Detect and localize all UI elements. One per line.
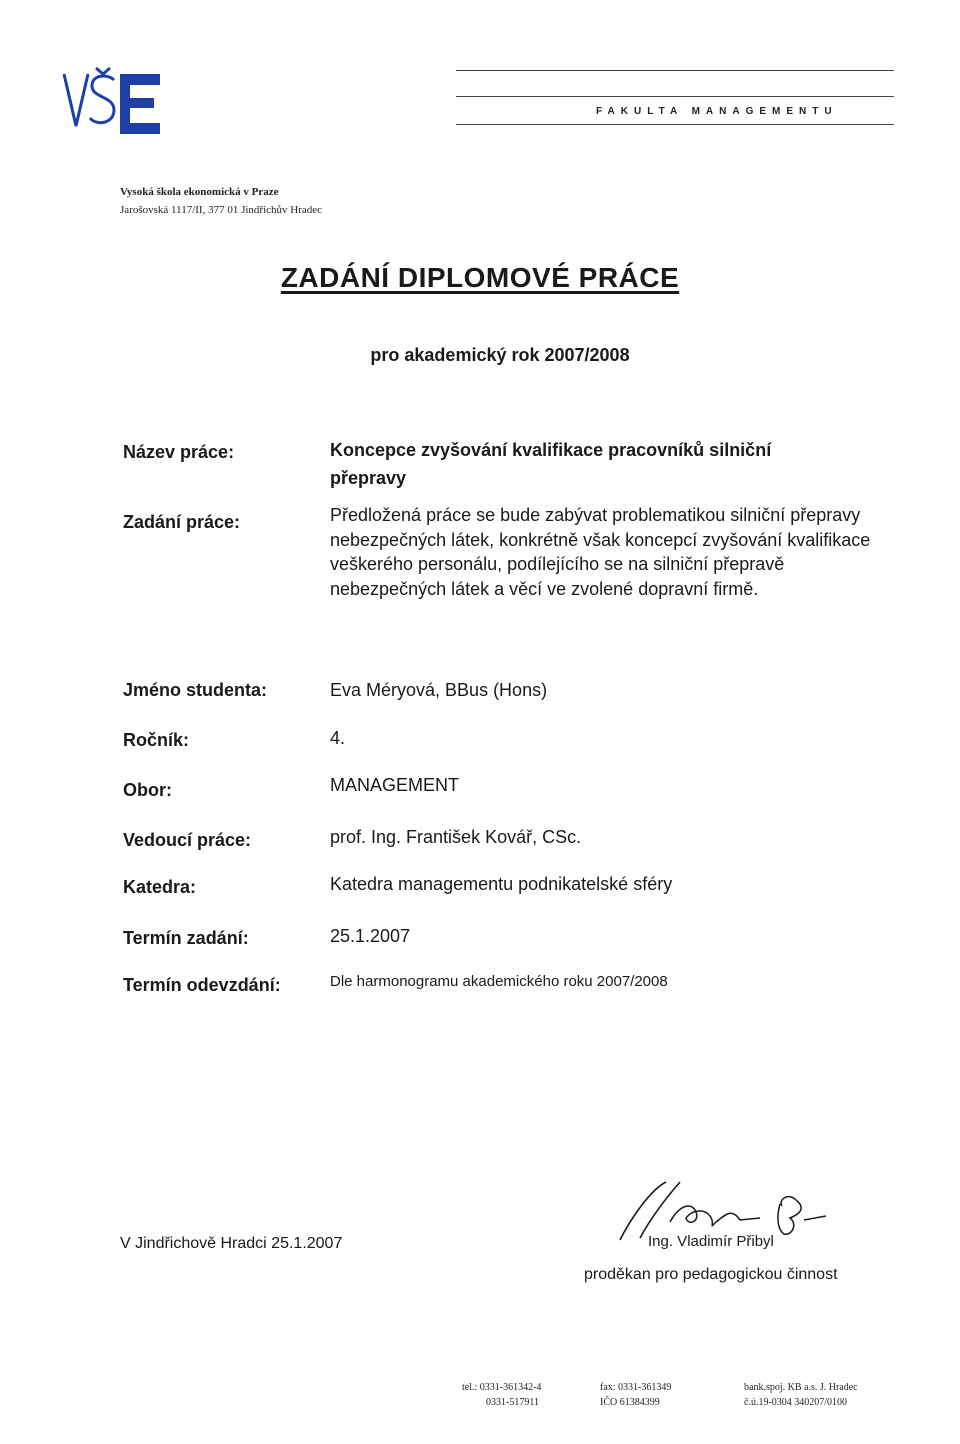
department-label: Katedra:: [123, 877, 197, 897]
contact-fax: [600, 1380, 671, 1410]
place-and-date: V Jindřichově Hradci 25.1.2007: [120, 1235, 343, 1252]
due-date-value: Dle harmonogramu akademického roku 2007/2008: [330, 973, 668, 990]
signatory-role: proděkan pro pedagogickou činnost: [584, 1266, 838, 1283]
assigned-date-label: Termín zadání:: [123, 928, 249, 948]
bank-line-2: č.ú.19-0304 340207/0100: [744, 1397, 848, 1408]
fax-line: fax: 0331-361349: [600, 1382, 672, 1393]
institution-address: Jarošovská 1117/II, 377 01 Jindřichův Hradec: [120, 204, 323, 216]
contact-phone: [462, 1380, 541, 1410]
thesis-title-label: Název práce:: [123, 442, 235, 462]
institution-block: [120, 183, 322, 219]
supervisor-label: Vedoucí práce:: [123, 830, 252, 850]
document-subtitle: pro akademický rok 2007/2008: [370, 345, 630, 365]
document-title: ZADÁNÍ DIPLOMOVÉ PRÁCE: [280, 262, 680, 293]
institution-name: Vysoká škola ekonomická v Praze: [120, 186, 279, 198]
vse-logo: [62, 66, 166, 140]
assignment-value: Předložená práce se bude zabývat problematikou silniční přepravy nebezpečných látek, konkrétně však koncepcí zvyšování kvalifikace veškerého personálu, podílejícího se na silniční přepravě nebezpečných látek a věcí ve zvolené dopravní firmě.: [330, 505, 871, 599]
bank-line-1: bank.spoj. KB a.s. J. Hradec: [744, 1382, 858, 1393]
due-date-label: Termín odevzdání:: [123, 975, 281, 995]
phone-line-2: 0331-517911: [486, 1397, 539, 1408]
field-value: MANAGEMENT: [330, 775, 460, 795]
contact-bank: [744, 1380, 858, 1410]
header-rule-2: [456, 96, 894, 97]
field-label: Obor:: [123, 780, 172, 800]
document-title-wrap: [0, 262, 960, 294]
phone-line-1: tel.: 0331-361342-4: [462, 1382, 542, 1393]
student-label: Jméno studenta:: [123, 680, 268, 700]
assigned-date-value: 25.1.2007: [330, 926, 411, 946]
thesis-title-value: Koncepce zvyšování kvalifikace pracovníků silniční přepravy: [330, 440, 772, 488]
year-label: Ročník:: [123, 730, 190, 750]
signatory-name: Ing. Vladimír Přibyl: [648, 1233, 774, 1250]
supervisor-value: prof. Ing. František Kovář, CSc.: [330, 827, 582, 847]
assignment-label: Zadání práce:: [123, 512, 241, 532]
header-rule-3: [456, 124, 894, 125]
student-value: Eva Méryová, BBus (Hons): [330, 680, 548, 700]
header-rule-top: [456, 70, 894, 71]
faculty-name: FAKULTA MANAGEMENTU: [596, 106, 838, 117]
department-value: Katedra managementu podnikatelské sféry: [330, 874, 673, 894]
year-value: 4.: [330, 728, 346, 748]
company-id-line: IČO 61384399: [600, 1397, 660, 1408]
